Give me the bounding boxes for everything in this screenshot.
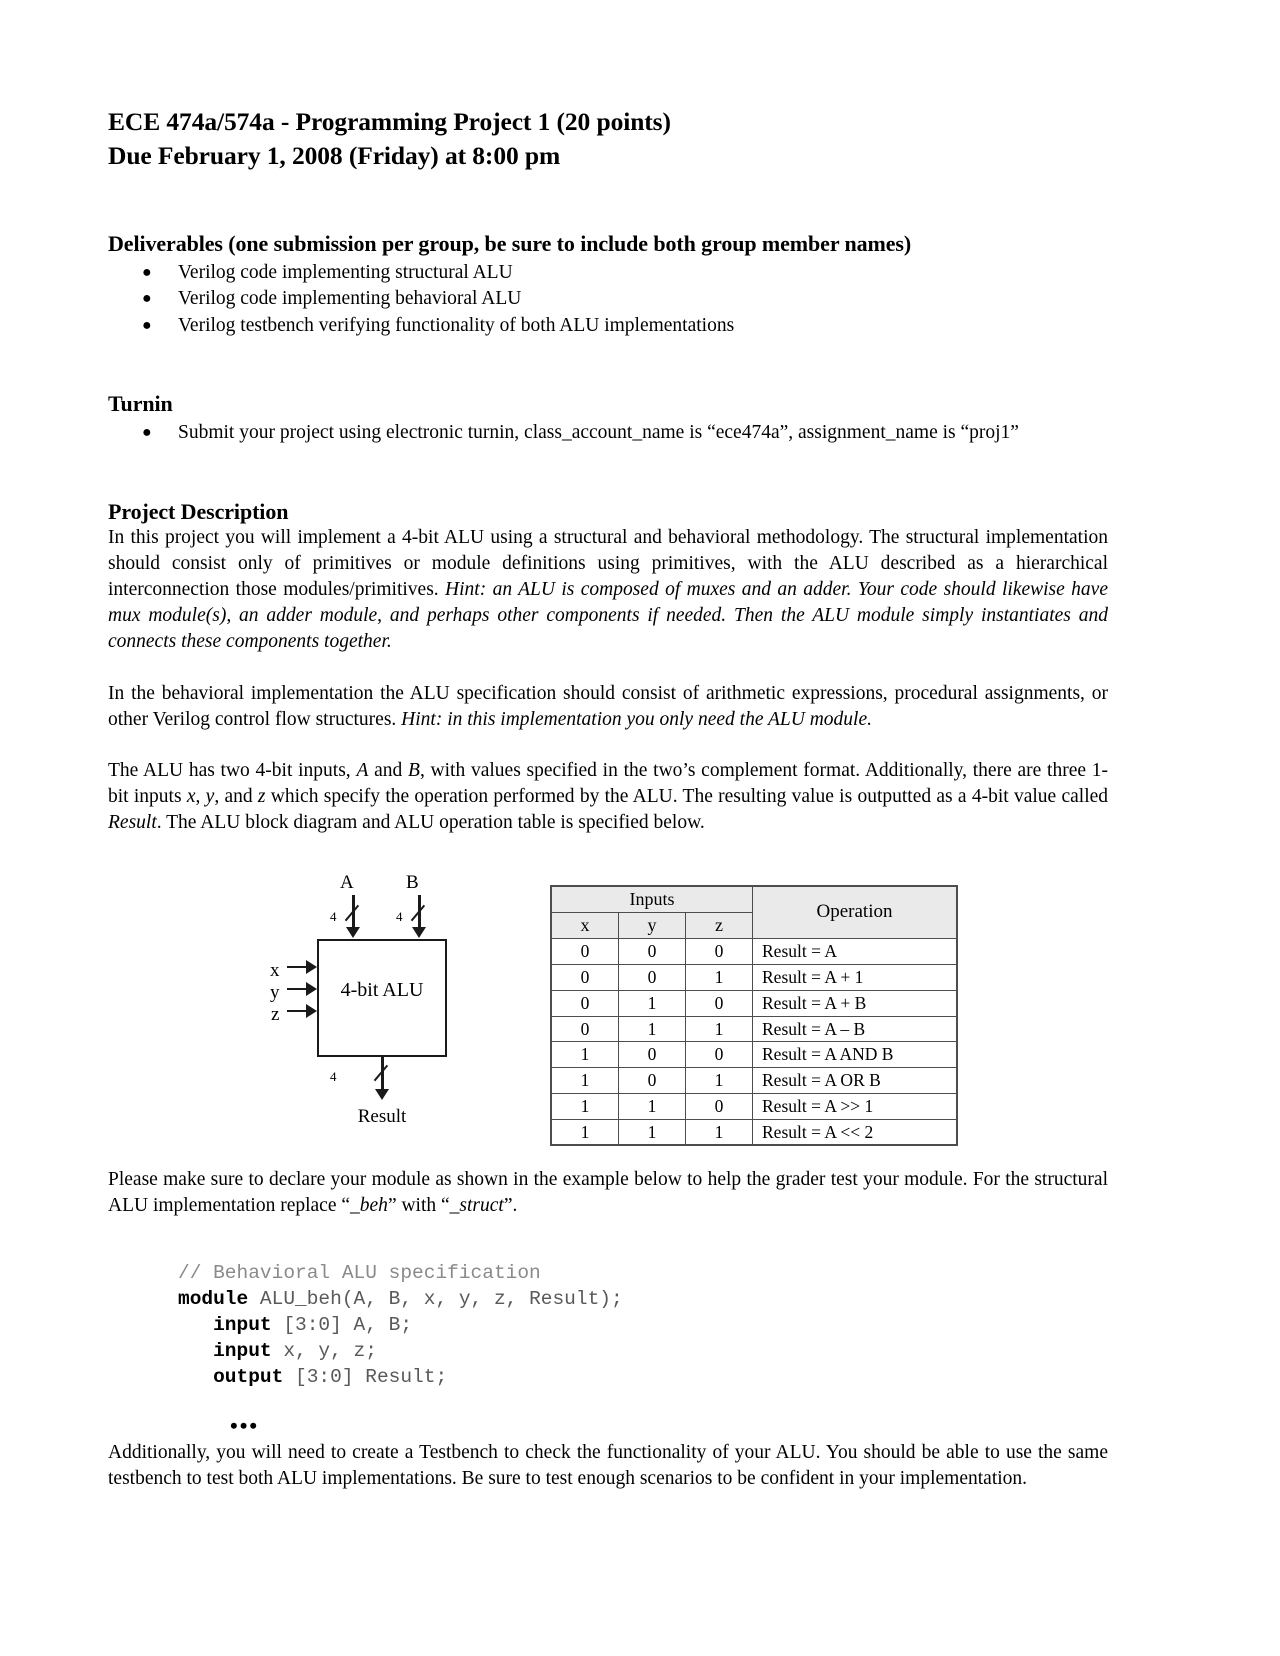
bus-width-a-label: 4 [330,908,337,924]
cell-x: 0 [551,965,619,991]
cell-x: 1 [551,1119,619,1145]
variable-z: z [257,786,266,808]
title-line-2: Due February 1, 2008 (Friday) at 8:00 pm [108,140,561,170]
code-module-declaration: ALU_beh(A, B, x, y, z, Result); [248,1288,623,1311]
cell-operation: Result = A AND B [753,1042,958,1068]
cell-z: 1 [686,1068,753,1094]
arrow-down-b-icon [412,927,426,938]
cell-operation: Result = A << 2 [753,1119,958,1145]
paragraph-3-seg-b: and [368,760,409,782]
code-keyword-input-1: input [213,1313,272,1336]
alu-block-diagram [188,871,488,1167]
arrow-down-a-icon [346,927,360,938]
list-item [108,420,1108,446]
list-item-label: Submit your project using electronic turnin, class_account_name is “ece474a”, assignment_name is “proj1” [178,422,1019,444]
cell-y: 1 [619,1093,686,1119]
table-head [551,886,957,939]
inputs-group-header: Inputs [551,886,753,913]
code-keyword-module: module [178,1288,249,1311]
table-row [551,1016,957,1042]
list-item-label: Verilog code implementing structural ALU [178,261,513,283]
cell-x: 0 [551,1016,619,1042]
cell-x: 0 [551,990,619,1016]
cell-z: 0 [686,1042,753,1068]
deliverables-heading: Deliverables (one submission per group, be sure to include both group member names) [108,230,912,256]
paragraph-3-seg-f: which specify the operation performed by the ALU. The resulting value is outputted as a 4-bit value called [265,786,1109,808]
bus-width-b-label: 4 [396,908,403,924]
deliverables-list [108,260,1108,339]
diagram-input-x-label: x [270,959,280,981]
closing-paragraph: Additionally, you will need to create a Testbench to check the functionality of your ALU. You should be able to use the same testbench to test both ALU implementations. Be sure to test enough scenarios to be confident in your implementation. [108,1441,1108,1490]
code-keyword-output: output [213,1365,284,1388]
module-note-seg-c: ”. [503,1194,518,1216]
alu-block-label: 4-bit ALU [340,978,424,1001]
table-row [551,939,957,965]
cell-y: 0 [619,1042,686,1068]
turnin-list [108,420,1108,446]
page-title [108,105,1108,173]
code-output-result: [3:0] Result; [283,1365,448,1388]
list-item [108,286,1108,312]
paragraph-1-text: In this project you will implement a 4-bit ALU using a structural and behavioral methodology. The structural implementation should consist only of primitives or module definitions using primitives, with the ALU described as a hierarchical interconnection those modules/primitives. [108,526,1108,600]
cell-operation: Result = A + 1 [753,965,958,991]
cell-operation: Result = A [753,939,958,965]
code-keyword-input-2: input [213,1339,272,1362]
project-description-heading: Project Description [108,498,289,524]
bullet-icon: ● [142,424,152,442]
cell-y: 1 [619,1119,686,1145]
paragraph-3-seg-e: , and [214,786,258,808]
paragraph-3-seg-a: The ALU has two 4-bit inputs, [108,760,357,782]
column-header-z: z [686,913,753,939]
operation-table-container [550,885,958,1147]
paragraph-2-hint: Hint: in this implementation you only need the ALU module. [401,708,872,730]
cell-y: 1 [619,990,686,1016]
cell-z: 0 [686,1093,753,1119]
figure-row [108,871,1108,1167]
cell-x: 1 [551,1042,619,1068]
project-description-paragraph-2 [108,681,1108,733]
project-description-paragraph-1 [108,525,1108,656]
cell-z: 0 [686,990,753,1016]
arrow-right-x-icon [306,960,317,974]
cell-y: 0 [619,965,686,991]
table-body [551,939,957,1146]
cell-z: 1 [686,1119,753,1145]
cell-z: 0 [686,939,753,965]
diagram-output-result-label: Result [357,1105,407,1127]
bus-width-result-label: 4 [330,1068,337,1084]
cell-operation: Result = A >> 1 [753,1093,958,1119]
cell-x: 0 [551,939,619,965]
cell-operation: Result = A OR B [753,1068,958,1094]
bullet-icon: ● [142,290,152,308]
arrow-right-y-icon [306,982,317,996]
cell-y: 0 [619,939,686,965]
diagram-input-y-label: y [270,981,280,1003]
alu-operation-table [550,885,958,1147]
suffix-beh: _beh [350,1194,388,1216]
operation-header: Operation [753,886,958,939]
diagram-input-z-label: z [271,1003,280,1025]
alu-block [317,939,447,1057]
module-note-seg-a: Please make sure to declare your module as shown in the example below to help the grader test your module. For the structural ALU implementation replace “ [108,1168,1108,1216]
arrow-right-z-icon [306,1004,317,1018]
list-item-label: Verilog code implementing behavioral ALU [178,288,522,310]
column-header-y: y [619,913,686,939]
list-item-label: Verilog testbench verifying functionality of both ALU implementations [178,314,735,336]
module-declaration-note [108,1167,1108,1219]
paragraph-2-text: In the behavioral implementation the ALU specification should consist of arithmetic expressions, procedural assignments, or other Verilog control flow structures. [108,682,1108,730]
cell-z: 1 [686,965,753,991]
arrow-down-result-icon [375,1089,389,1100]
cell-operation: Result = A – B [753,1016,958,1042]
list-item [108,260,1108,286]
cell-x: 1 [551,1068,619,1094]
code-comment-line: // Behavioral ALU specification [178,1262,541,1285]
code-input-ab: [3:0] A, B; [271,1313,413,1336]
variable-x: x [186,786,196,808]
diagram-input-b-label: B [406,871,419,893]
project-description-paragraph-3 [108,758,1108,837]
turnin-heading: Turnin [108,391,173,417]
table-row [551,1093,957,1119]
cell-operation: Result = A + B [753,990,958,1016]
list-item [108,313,1108,339]
column-header-x: x [551,913,619,939]
paragraph-3-seg-g: . The ALU block diagram and ALU operation table is specified below. [156,812,705,834]
bullet-icon: ● [142,263,152,281]
variable-y: y [205,786,215,808]
bullet-icon: ● [142,316,152,334]
cell-z: 1 [686,1016,753,1042]
variable-result: Result [108,812,157,834]
title-line-1: ECE 474a/574a - Programming Project 1 (20 points) [108,107,671,136]
verilog-code-block [178,1261,1108,1440]
paragraph-3-seg-c: , with values specified in the two’s complement format. Additionally, there are three 1-bit inputs [108,760,1108,808]
table-row [551,965,957,991]
cell-x: 1 [551,1093,619,1119]
suffix-struct: _struct [449,1194,504,1216]
table-row [551,1119,957,1145]
table-header-row-top [551,886,957,913]
code-input-xyz: x, y, z; [271,1339,377,1362]
variable-B: B [408,760,420,782]
code-ellipsis: ••• [230,1412,260,1438]
document-content [108,105,1108,1492]
paragraph-3-seg-d: , [195,786,206,808]
module-note-seg-b: ” with “ [387,1194,450,1216]
table-row [551,1042,957,1068]
cell-y: 1 [619,1016,686,1042]
table-row [551,990,957,1016]
table-row [551,1068,957,1094]
paragraph-1-hint: Hint: an ALU is composed of muxes and an adder. Your code should likewise have mux module(s), an adder module, and perhaps other components if needed. Then the ALU module simply instantiates and connects these components together. [108,578,1108,653]
diagram-input-a-label: A [340,871,354,893]
variable-A: A [356,760,369,782]
cell-y: 0 [619,1068,686,1094]
